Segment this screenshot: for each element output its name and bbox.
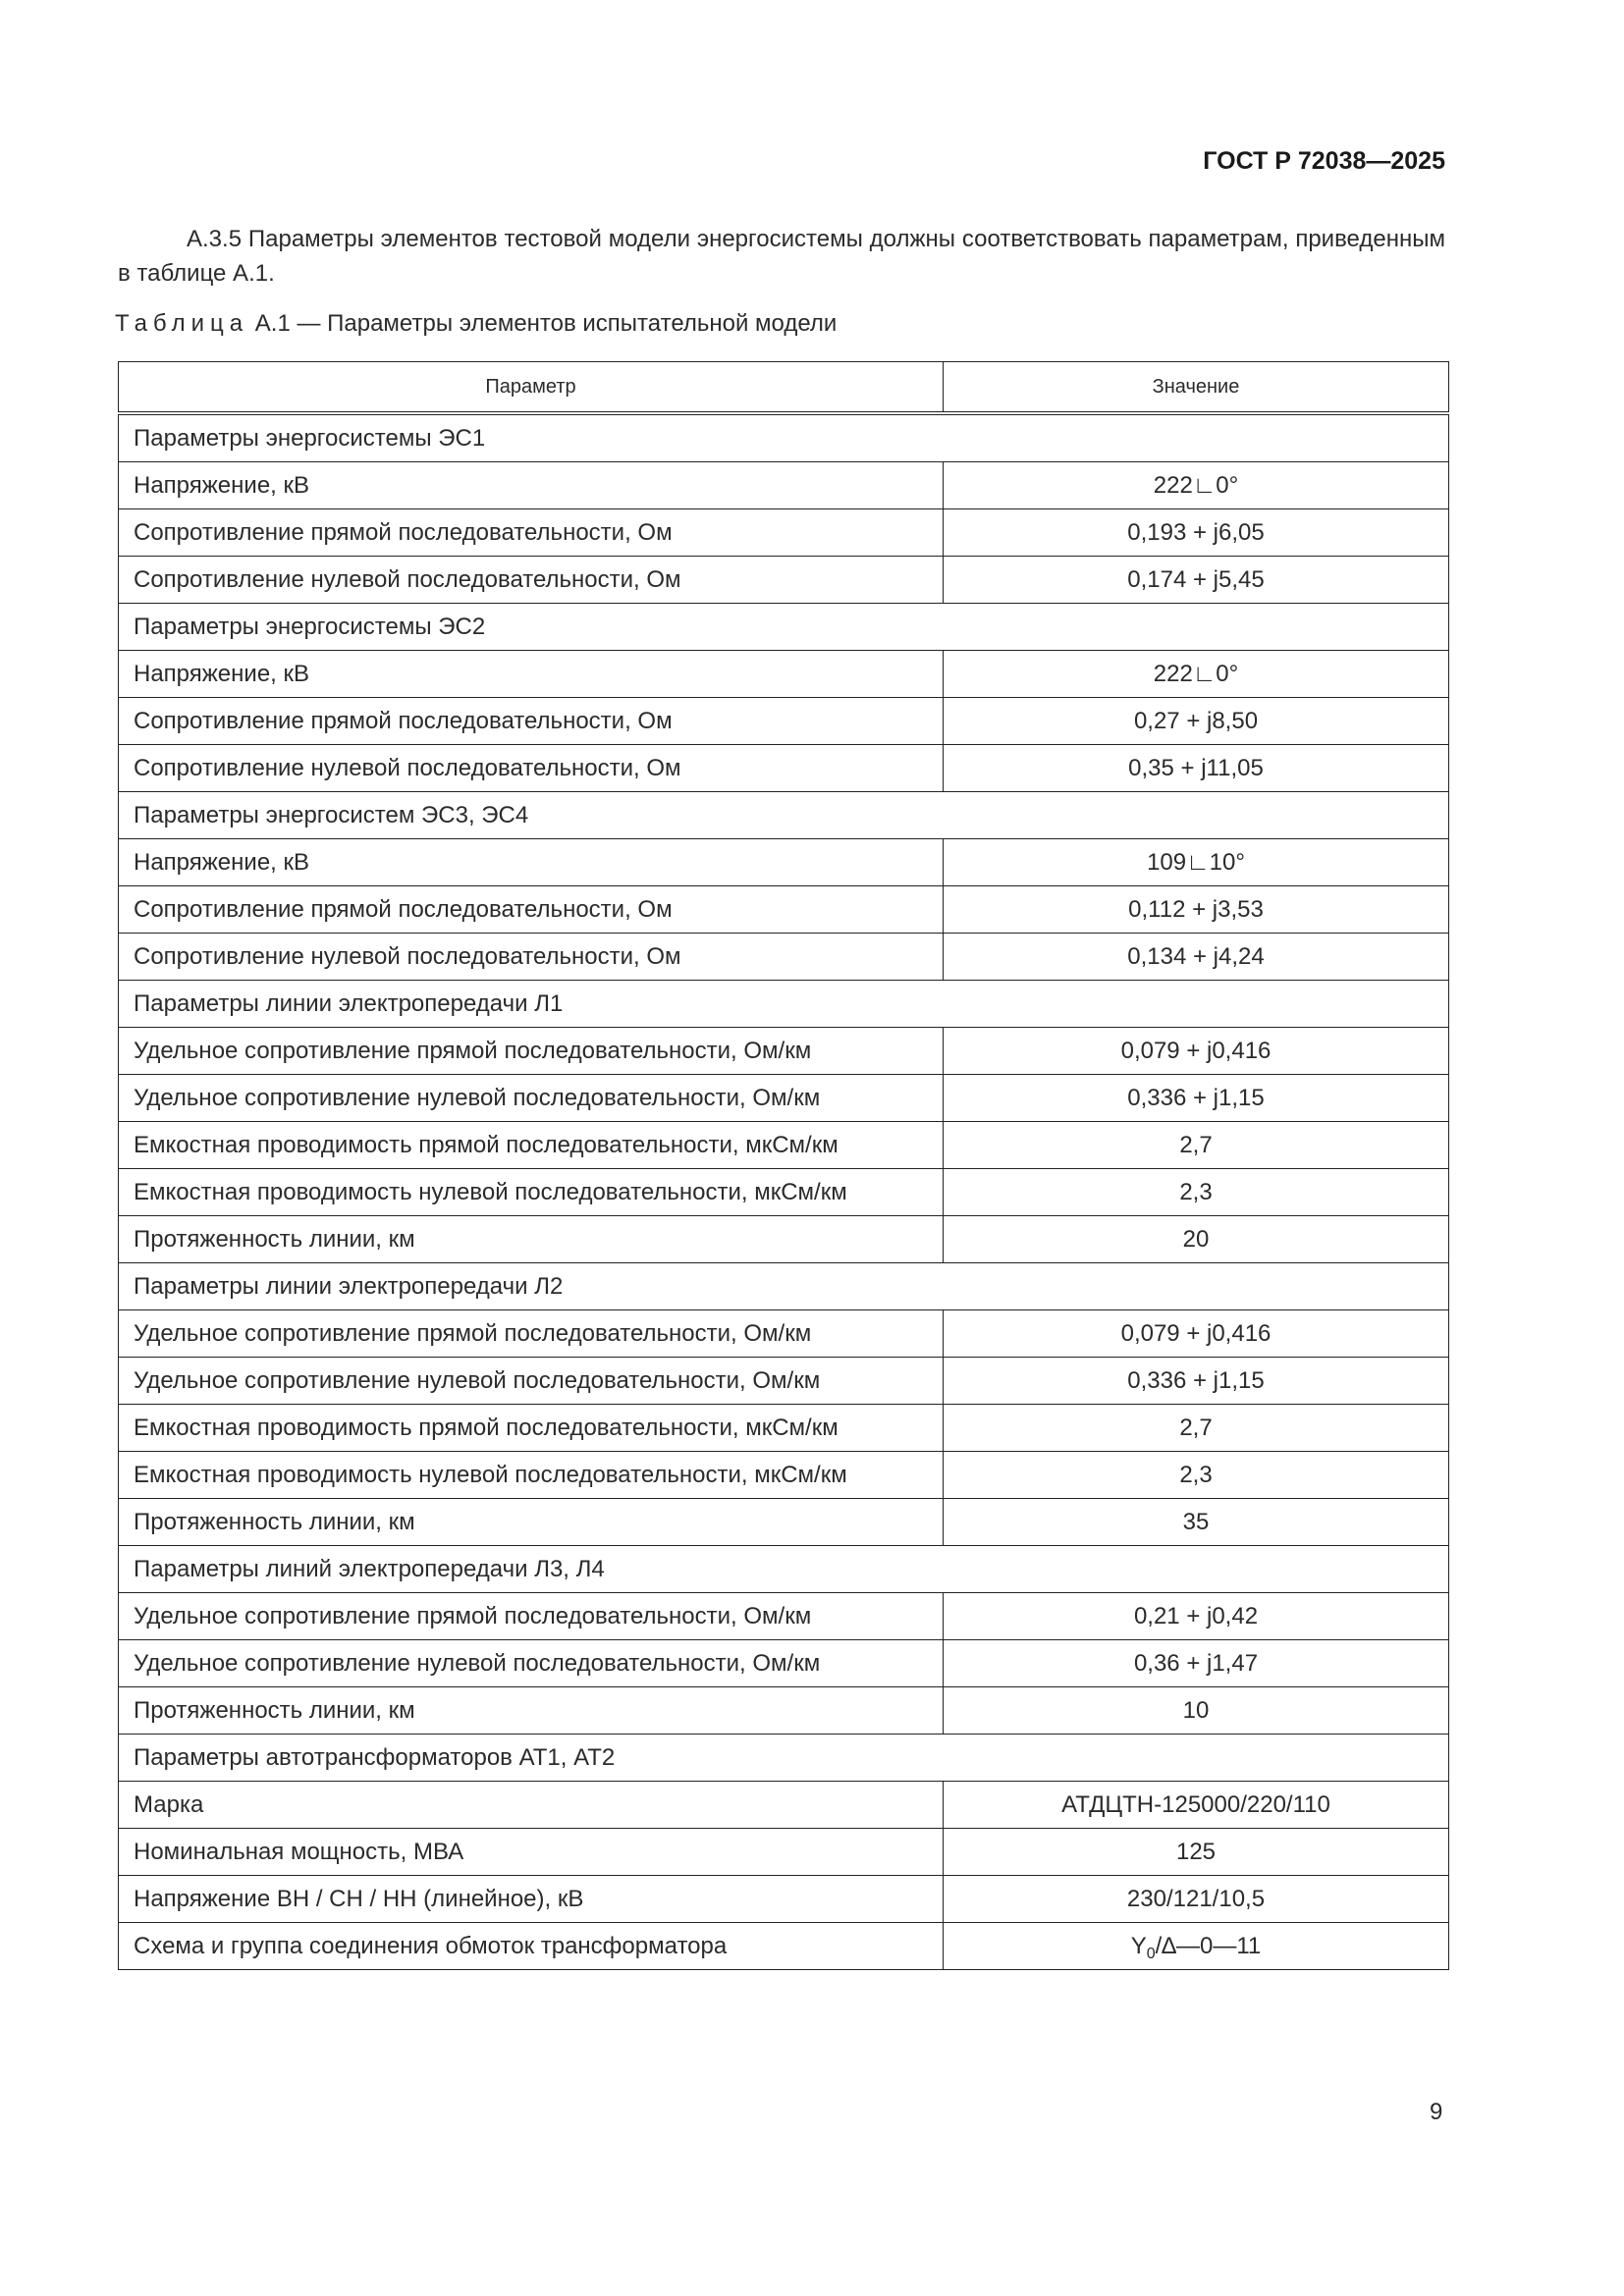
value-cell: 230/121/10,5 bbox=[944, 1876, 1449, 1923]
parameter-cell: Сопротивление нулевой последовательности, Ом bbox=[119, 745, 944, 792]
parameter-cell: Протяженность линии, км bbox=[119, 1499, 944, 1546]
table-section-row bbox=[119, 792, 1449, 839]
table-caption bbox=[115, 310, 837, 338]
value-cell: 0,134 + j4,24 bbox=[944, 934, 1449, 981]
table-row bbox=[119, 1829, 1449, 1876]
table-row bbox=[119, 1923, 1449, 1970]
value-cell: 125 bbox=[944, 1829, 1449, 1876]
value-main: Y bbox=[1130, 1932, 1147, 1959]
table-row bbox=[119, 1687, 1449, 1735]
header-parameter: Параметр bbox=[119, 362, 944, 414]
section-title: Параметры энергосистем ЭС3, ЭС4 bbox=[119, 792, 1449, 839]
table-section-row bbox=[119, 1735, 1449, 1782]
table-section-row bbox=[119, 413, 1449, 462]
parameter-cell: Сопротивление прямой последовательности, Ом bbox=[119, 886, 944, 934]
table-row bbox=[119, 698, 1449, 745]
value-cell: 10 bbox=[944, 1687, 1449, 1735]
table-row bbox=[119, 1310, 1449, 1358]
table-row bbox=[119, 557, 1449, 604]
intro-paragraph: А.3.5 Параметры элементов тестовой модели энергосистемы должны соответствовать параметрам, приведенным в таблице А.1. bbox=[118, 226, 1445, 287]
section-title: Параметры энергосистемы ЭС2 bbox=[119, 604, 1449, 651]
table-row bbox=[119, 886, 1449, 934]
parameter-cell: Марка bbox=[119, 1782, 944, 1829]
value-cell: 2,7 bbox=[944, 1405, 1449, 1452]
parameters-table bbox=[118, 361, 1449, 1970]
parameter-cell: Удельное сопротивление прямой последовательности, Ом/км bbox=[119, 1310, 944, 1358]
parameter-cell: Протяженность линии, км bbox=[119, 1216, 944, 1263]
value-subscript: 0 bbox=[1146, 1945, 1156, 1962]
value-cell: 0,174 + j5,45 bbox=[944, 557, 1449, 604]
value-cell: 2,7 bbox=[944, 1122, 1449, 1169]
parameter-cell: Сопротивление нулевой последовательности, Ом bbox=[119, 934, 944, 981]
parameter-cell: Удельное сопротивление нулевой последовательности, Ом/км bbox=[119, 1075, 944, 1122]
table-row bbox=[119, 1216, 1449, 1263]
section-title: Параметры линии электропередачи Л2 bbox=[119, 1263, 1449, 1310]
section-title: Параметры линий электропередачи Л3, Л4 bbox=[119, 1546, 1449, 1593]
parameter-cell: Напряжение ВН / СН / НН (линейное), кВ bbox=[119, 1876, 944, 1923]
table-body bbox=[119, 413, 1449, 1970]
table-section-row bbox=[119, 1546, 1449, 1593]
table-row bbox=[119, 1876, 1449, 1923]
table-section-row bbox=[119, 1263, 1449, 1310]
parameter-cell: Сопротивление прямой последовательности, Ом bbox=[119, 509, 944, 557]
parameter-cell: Емкостная проводимость нулевой последовательности, мкСм/км bbox=[119, 1452, 944, 1499]
table-section-row bbox=[119, 604, 1449, 651]
parameter-cell: Протяженность линии, км bbox=[119, 1687, 944, 1735]
table-row bbox=[119, 1782, 1449, 1829]
page-number: 9 bbox=[1430, 2099, 1443, 2125]
value-rest: /∆—0—11 bbox=[1155, 1932, 1262, 1959]
parameter-cell: Схема и группа соединения обмоток трансформатора bbox=[119, 1923, 944, 1970]
table-section-row bbox=[119, 981, 1449, 1028]
table-row bbox=[119, 1028, 1449, 1075]
value-cell: 0,36 + j1,47 bbox=[944, 1640, 1449, 1687]
table-header-row bbox=[119, 362, 1449, 414]
table-row bbox=[119, 509, 1449, 557]
table-row bbox=[119, 1593, 1449, 1640]
parameter-cell: Удельное сопротивление прямой последовательности, Ом/км bbox=[119, 1593, 944, 1640]
parameter-cell: Удельное сопротивление прямой последовательности, Ом/км bbox=[119, 1028, 944, 1075]
value-cell: 0,35 + j11,05 bbox=[944, 745, 1449, 792]
header-value: Значение bbox=[944, 362, 1449, 414]
parameter-cell: Сопротивление нулевой последовательности, Ом bbox=[119, 557, 944, 604]
table-caption-text: А.1 — Параметры элементов испытательной модели bbox=[254, 310, 838, 337]
parameter-cell: Удельное сопротивление нулевой последовательности, Ом/км bbox=[119, 1640, 944, 1687]
value-cell: 0,079 + j0,416 bbox=[944, 1310, 1449, 1358]
parameter-cell: Напряжение, кВ bbox=[119, 462, 944, 509]
parameter-cell: Напряжение, кВ bbox=[119, 839, 944, 886]
table-row bbox=[119, 462, 1449, 509]
parameter-cell: Сопротивление прямой последовательности, Ом bbox=[119, 698, 944, 745]
parameter-cell: Емкостная проводимость нулевой последовательности, мкСм/км bbox=[119, 1169, 944, 1216]
section-title: Параметры линии электропередачи Л1 bbox=[119, 981, 1449, 1028]
document-code: ГОСТ Р 72038—2025 bbox=[1203, 147, 1445, 175]
table-caption-label: Таблица bbox=[115, 310, 249, 337]
value-cell: АТДЦТН-125000/220/110 bbox=[944, 1782, 1449, 1829]
table-row bbox=[119, 934, 1449, 981]
table-row bbox=[119, 1499, 1449, 1546]
table-row bbox=[119, 1405, 1449, 1452]
parameter-cell: Удельное сопротивление нулевой последовательности, Ом/км bbox=[119, 1358, 944, 1405]
value-cell bbox=[944, 1923, 1449, 1970]
value-cell: 2,3 bbox=[944, 1452, 1449, 1499]
value-cell: 35 bbox=[944, 1499, 1449, 1546]
table-row bbox=[119, 745, 1449, 792]
table-row bbox=[119, 839, 1449, 886]
parameter-cell: Емкостная проводимость прямой последовательности, мкСм/км bbox=[119, 1122, 944, 1169]
value-cell: 0,21 + j0,42 bbox=[944, 1593, 1449, 1640]
parameter-cell: Напряжение, кВ bbox=[119, 651, 944, 698]
value-cell: 0,079 + j0,416 bbox=[944, 1028, 1449, 1075]
table-row bbox=[119, 1358, 1449, 1405]
table-row bbox=[119, 651, 1449, 698]
value-cell: 0,112 + j3,53 bbox=[944, 886, 1449, 934]
section-title: Параметры автотрансформаторов АТ1, АТ2 bbox=[119, 1735, 1449, 1782]
value-cell: 20 bbox=[944, 1216, 1449, 1263]
value-cell: 109∟10° bbox=[944, 839, 1449, 886]
value-cell: 0,27 + j8,50 bbox=[944, 698, 1449, 745]
value-cell: 0,336 + j1,15 bbox=[944, 1075, 1449, 1122]
table-row bbox=[119, 1169, 1449, 1216]
value-cell: 2,3 bbox=[944, 1169, 1449, 1216]
value-cell: 0,336 + j1,15 bbox=[944, 1358, 1449, 1405]
value-cell: 222∟0° bbox=[944, 651, 1449, 698]
table-row bbox=[119, 1640, 1449, 1687]
value-cell: 0,193 + j6,05 bbox=[944, 509, 1449, 557]
parameter-cell: Номинальная мощность, МВА bbox=[119, 1829, 944, 1876]
parameter-cell: Емкостная проводимость прямой последовательности, мкСм/км bbox=[119, 1405, 944, 1452]
table-row bbox=[119, 1122, 1449, 1169]
table-row bbox=[119, 1452, 1449, 1499]
table-row bbox=[119, 1075, 1449, 1122]
section-title: Параметры энергосистемы ЭС1 bbox=[119, 413, 1449, 462]
value-cell: 222∟0° bbox=[944, 462, 1449, 509]
